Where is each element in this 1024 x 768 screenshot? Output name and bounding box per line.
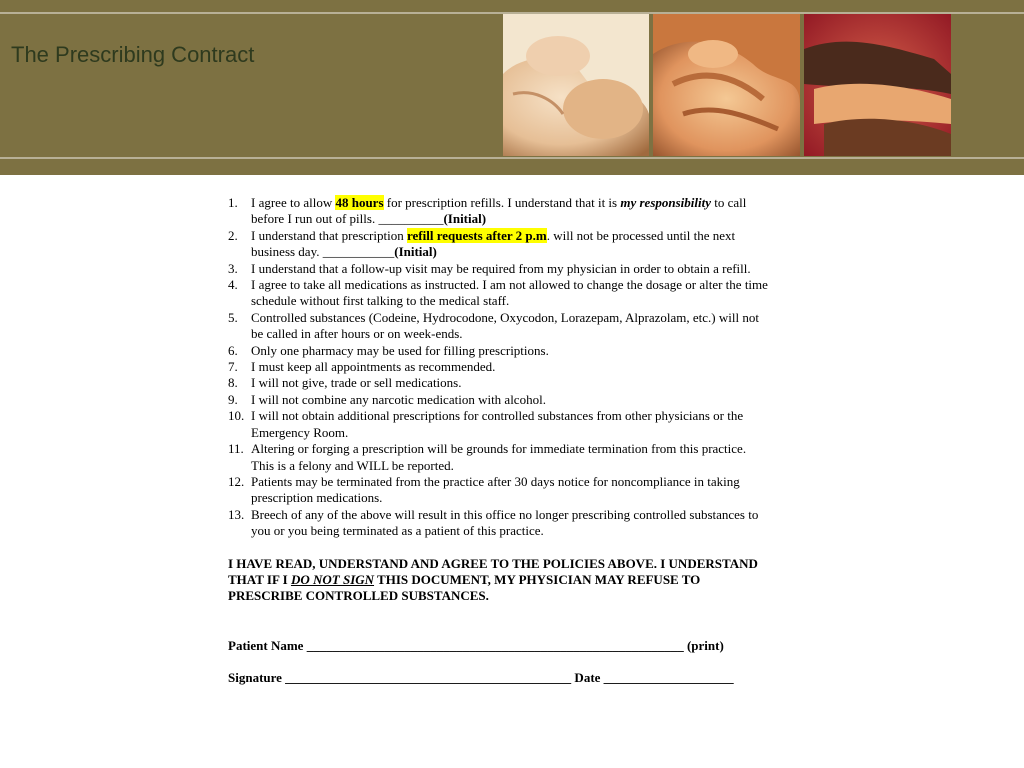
item-text: Altering or forging a prescription will be grounds for immediate termination from this practice. This is a felony and WILL be reported.: [251, 441, 747, 473]
contract-item: [228, 228, 768, 261]
item-text: I will not combine any narcotic medication with alcohol.: [251, 391, 546, 407]
contract-item: [228, 359, 768, 375]
contract-item: [228, 310, 768, 343]
highlighted-term: refill requests after 2 p.m: [406, 227, 547, 243]
item-number: 11.: [228, 441, 244, 457]
photo-elderly-hands-clasped: [653, 14, 800, 156]
emphasized-term: my responsibility: [620, 195, 711, 210]
contract-item: [228, 408, 768, 441]
item-number: 7.: [228, 359, 238, 375]
contract-item: [228, 392, 768, 408]
contract-item: [228, 277, 768, 310]
item-text: . will not be processed until the next business day. ___________: [251, 227, 736, 260]
slide-title: The Prescribing Contract: [11, 42, 255, 67]
contract-item: [228, 261, 768, 277]
item-text: I agree to allow: [251, 195, 336, 210]
item-text: I understand that prescription: [251, 227, 407, 243]
item-text: Only one pharmacy may be used for filling prescriptions.: [251, 342, 549, 358]
item-text: I understand that a follow-up visit may be required from my physician in order to obtain a refill.: [251, 260, 751, 276]
agreement-text: THIS DOCUMENT, MY PHYSICIAN MAY REFUSE TO PRESCRIBE CONTROLLED SUBSTANCES.: [228, 571, 701, 604]
item-number: 2.: [228, 227, 238, 243]
item-number: 3.: [228, 260, 238, 276]
contract-item: [228, 375, 768, 391]
contract-item: [228, 474, 768, 507]
contract-item: [228, 343, 768, 359]
item-text: I agree to take all medications as instructed. I am not allowed to change the dosage or alter the time schedule without first talking to the medical staff.: [251, 277, 768, 309]
item-number: 4.: [228, 277, 238, 293]
initial-label: (Initial): [394, 244, 437, 260]
item-text: to call before I run out of pills. __________: [251, 195, 747, 227]
contract-item: [228, 195, 768, 228]
item-number: 8.: [228, 375, 238, 391]
contract-rules-list: [228, 195, 768, 540]
item-text: I will not obtain additional prescriptions for controlled substances from other physicians or the Emergency Room.: [251, 408, 744, 440]
item-number: 13.: [228, 506, 245, 522]
header-band: [0, 0, 1024, 175]
item-number: 5.: [228, 309, 238, 325]
item-number: 10.: [228, 408, 245, 424]
item-number: 6.: [228, 342, 238, 358]
photo-baby-hand-grasping-finger: [503, 14, 649, 156]
signature-date-field: Signature ____________________________________________ Date ____________________: [228, 670, 734, 686]
initial-label: (Initial): [443, 211, 487, 227]
contract-item: [228, 441, 768, 474]
agreement-emphasis: DO NOT SIGN: [290, 571, 375, 587]
item-number: 12.: [228, 473, 245, 489]
item-number: 1.: [228, 195, 238, 210]
header-bottom-rule: [0, 157, 1024, 159]
highlighted-term: 48 hours: [335, 195, 384, 210]
item-text: Patients may be terminated from the practice after 30 days notice for noncompliance in taking prescription medications.: [251, 473, 740, 506]
patient-name-field: Patient Name __________________________________________________________ (print): [228, 637, 724, 653]
item-number: 9.: [228, 391, 238, 407]
photo-stacked-hands: [804, 14, 951, 156]
contract-body: [228, 195, 768, 687]
agreement-text: I HAVE READ, UNDERSTAND AND AGREE TO THE POLICIES ABOVE. I UNDERSTAND THAT IF I: [228, 555, 758, 587]
item-text: Controlled substances (Codeine, Hydrocodone, Oxycodon, Lorazepam, Alprazolam, etc.) will not be called in after hours or on week-ends.: [251, 309, 759, 342]
contract-item: [228, 507, 768, 540]
agreement-statement: [228, 556, 768, 605]
item-text: Breech of any of the above will result in this office no longer prescribing controlled substances to you or you being terminated as a patient of this practice.: [251, 506, 759, 539]
item-text: for prescription refills. I understand that it is: [383, 195, 621, 210]
item-text: I will not give, trade or sell medications.: [251, 375, 462, 391]
item-text: I must keep all appointments as recommended.: [251, 359, 496, 375]
